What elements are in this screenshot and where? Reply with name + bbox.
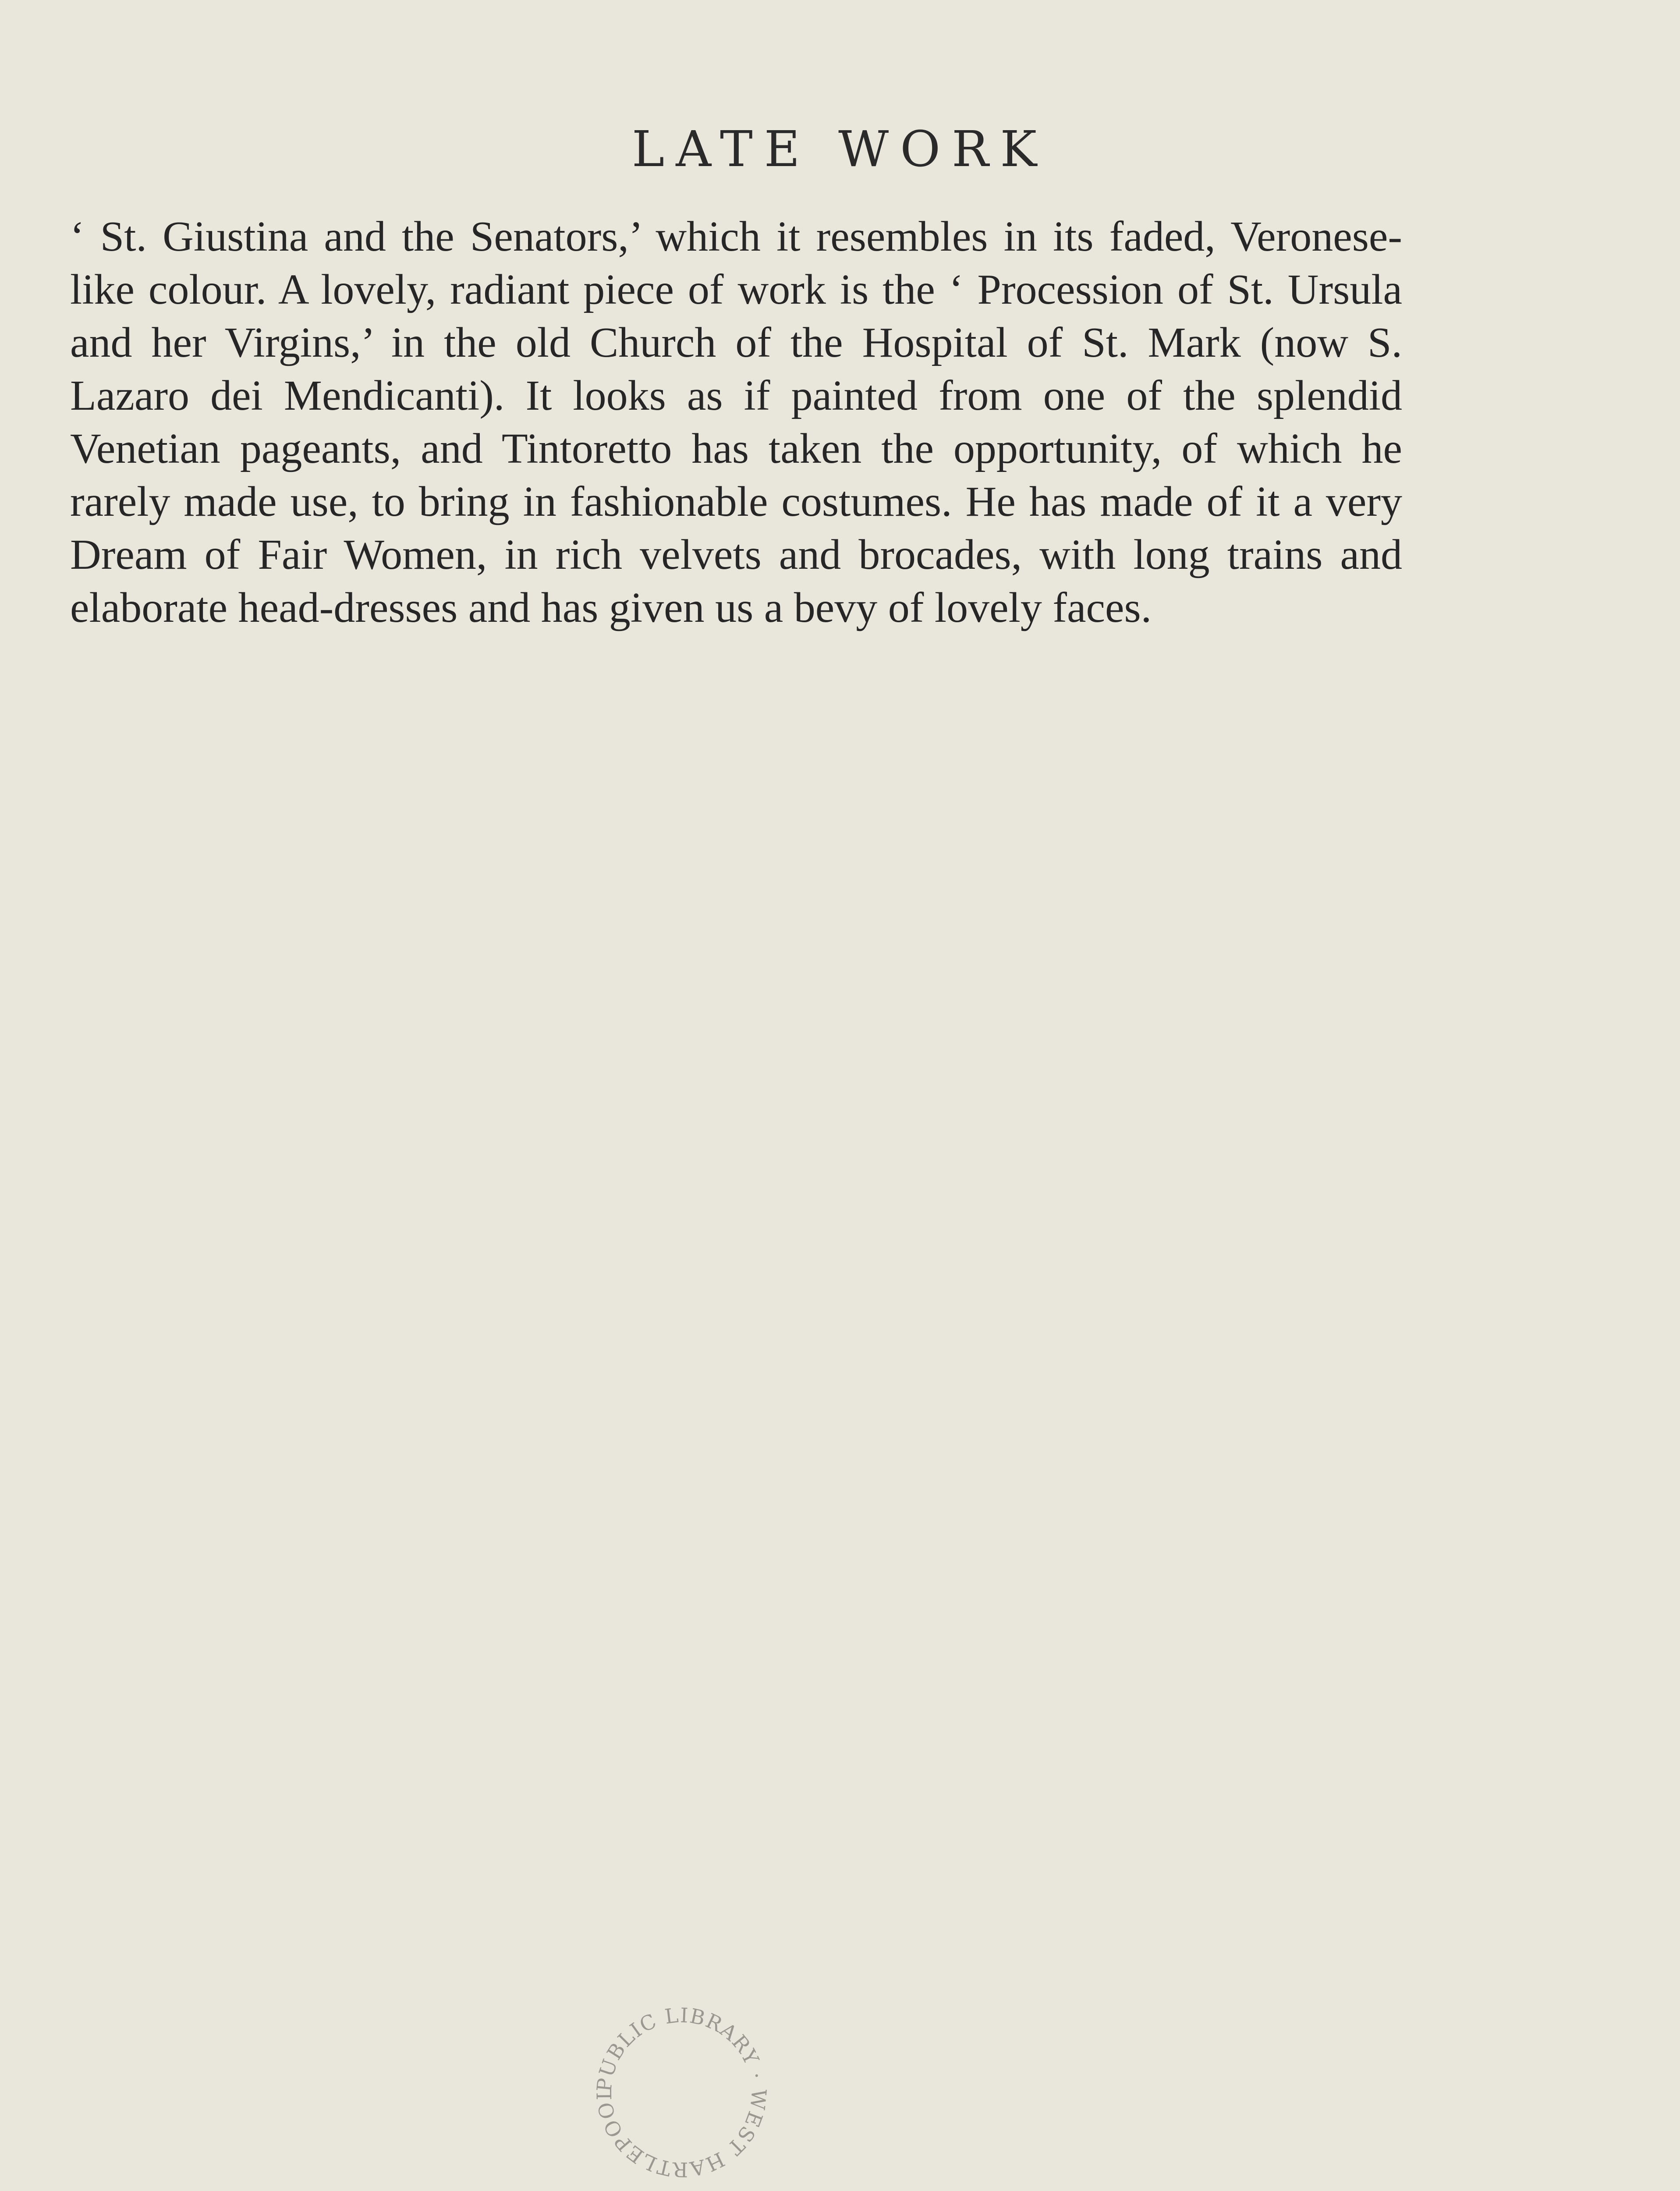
library-stamp xyxy=(587,1998,776,2187)
body-paragraph: ‘ St. Giustina and the Senators,’ which it resembles in its faded, Veronese-like colour. A lovely, radiant piece of work is the ‘ Procession of St. Ursula and her Virgins,’ in the old Church of the Hospital of St. Mark (now S. Lazaro dei Mendicanti). It looks as if painted from one of the splendid Venetian pageants, and Tintoretto has taken the opportunity, of which he rarely made use, to bring in fashionable costumes. He has made of it a very Dream of Fair Women, in rich velvets and brocades, with long trains and elaborate head-dresses and has given us a bevy of lovely faces. xyxy=(70,213,1402,631)
svg-text:PUBLIC LIBRARY · WEST HARTLEPO xyxy=(592,2003,771,2182)
stamp-text: PUBLIC LIBRARY · WEST HARTLEPOOL xyxy=(592,2003,771,2182)
running-head: LATE WORK xyxy=(631,121,1049,178)
